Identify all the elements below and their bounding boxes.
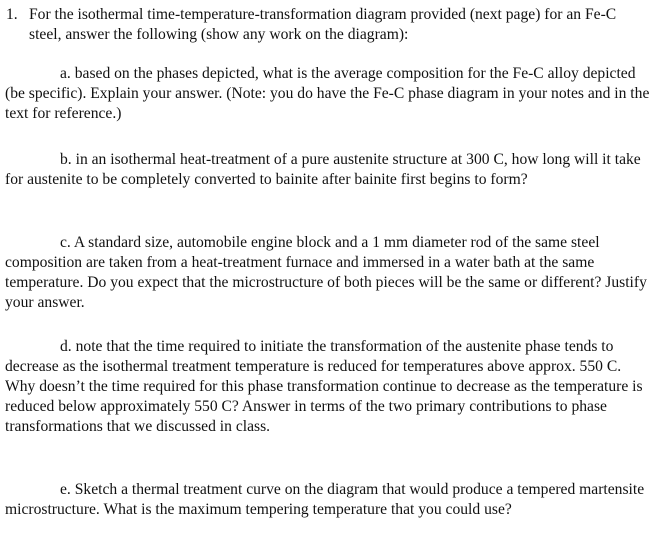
- part-b-label: b.: [60, 151, 72, 168]
- question-header: [6, 5, 651, 45]
- part-a-text: based on the phases depicted, what is the average composition for the Fe-C alloy depicted (be specific). Explain your answer. (Note: you do have the Fe-C phase diagram in your notes and in the text for reference.): [5, 65, 650, 122]
- part-d-text: note that the time required to initiate the transformation of the austenite phase tends to decrease as the isothermal treatment temperature is reduced for temperatures above approx. 550 C. Why doesn’t the time required for this phase transformation continue to decrease as the temperature is reduced below approximately 550 C? Answer in terms of the two primary contributions to phase transformations that we discussed in class.: [5, 338, 643, 435]
- question-number: 1.: [6, 6, 18, 23]
- part-a-label: a.: [60, 65, 71, 82]
- part-a: [5, 64, 653, 124]
- part-e-label: e.: [60, 481, 71, 498]
- part-b: [5, 150, 653, 190]
- part-b-text: in an isothermal heat-treatment of a pure austenite structure at 300 C, how long will it take for austenite to be completely converted to bainite after bainite first begins to form?: [5, 151, 641, 188]
- part-c-label: c.: [60, 234, 71, 251]
- part-c: [5, 233, 653, 313]
- part-e: [5, 480, 653, 520]
- part-d-label: d.: [60, 338, 72, 355]
- question-text: For the isothermal time-temperature-transformation diagram provided (next page) for an Fe-C steel, answer the following (show any work on the diagram):: [29, 6, 617, 43]
- part-e-text: Sketch a thermal treatment curve on the diagram that would produce a tempered martensite microstructure. What is the maximum tempering temperature that you could use?: [5, 481, 645, 518]
- part-d: [5, 337, 653, 437]
- part-c-text: A standard size, automobile engine block and a 1 mm diameter rod of the same steel composition are taken from a heat-treatment furnace and immersed in a water bath at the same temperature. Do you expect that the microstructure of both pieces will be the same or different? Justify your answer.: [5, 234, 647, 311]
